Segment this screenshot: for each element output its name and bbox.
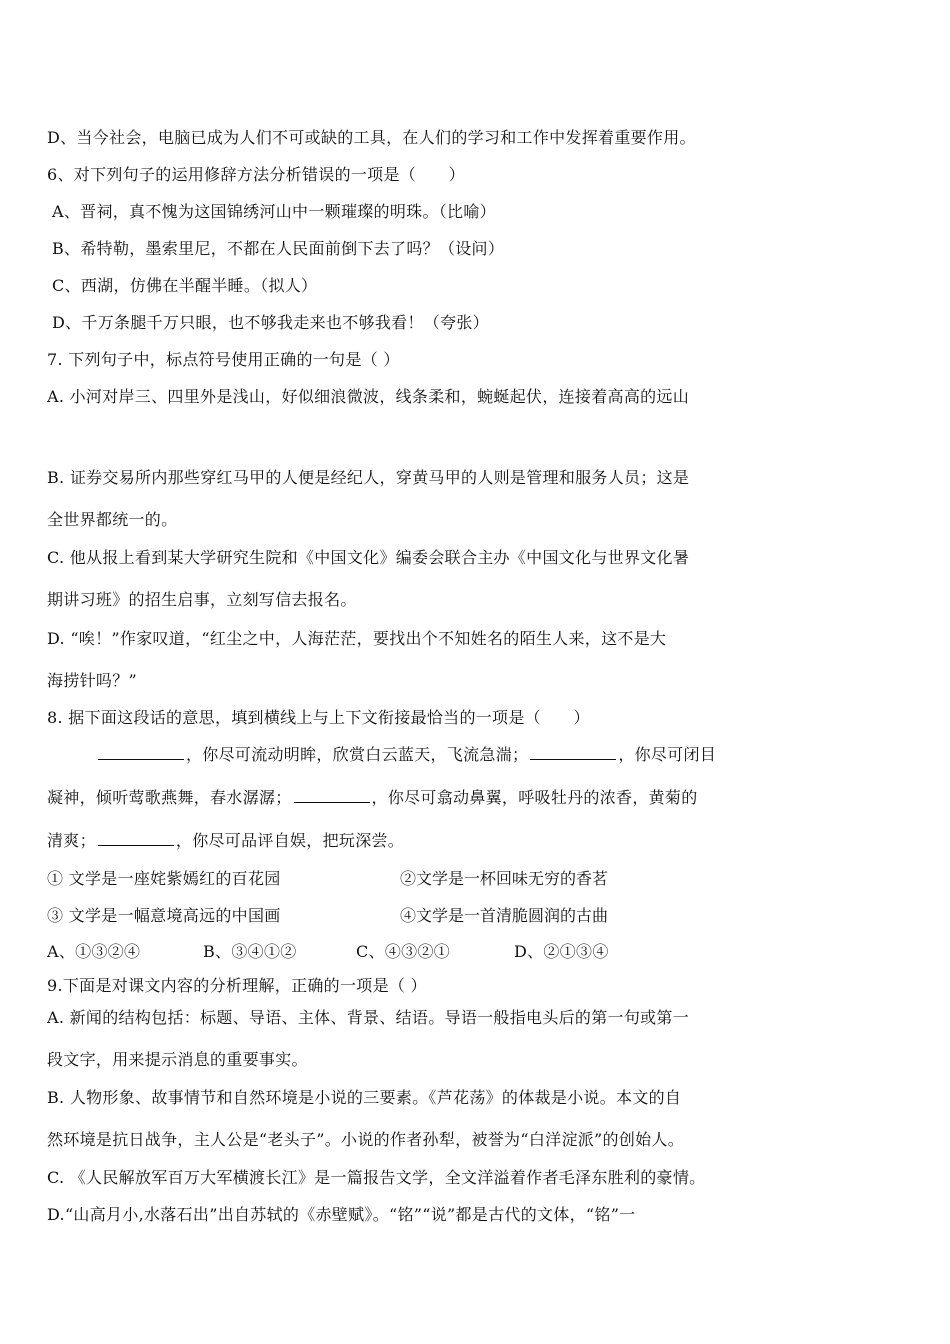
q6-option-c: C、西湖，仿佛在半醒半睡。（拟人）: [52, 276, 318, 295]
q9-option-b-line2: 然环境是抗日战争，主人公是“老头子”。小说的作者孙犁，被誉为“白洋淀派”的创始人。: [47, 1130, 685, 1149]
q8-option-d: D、②①③④: [514, 942, 609, 961]
q9-option-a-line1: A. 新闻的结构包括：标题、导语、主体、背景、结语。导语一般指电头后的第一句或第一: [47, 1008, 690, 1027]
q8-option-a: A、①③②④: [47, 942, 141, 961]
q8-option-c: C、④③②①: [356, 942, 451, 961]
blank-2: [530, 745, 616, 760]
q8-passage-line1: ，你尽可流动明眸，欣赏白云蓝天，飞流急湍； ，你尽可闭目: [96, 745, 716, 765]
blank-1: [98, 745, 184, 760]
q9-option-b-line1: B. 人物形象、故事情节和自然环境是小说的三要素。《芦花荡》的体裁是小说。本文的自: [47, 1088, 682, 1107]
q9-option-a-line2: 段文字，用来提示消息的重要事实。: [47, 1050, 308, 1069]
question-9: 9.下面是对课文内容的分析理解，正确的一项是（ ）: [47, 976, 427, 995]
blank-4: [98, 831, 174, 846]
q7-option-b-line1: B. 证券交易所内那些穿红马甲的人便是经纪人，穿黄马甲的人则是管理和服务人员；这是: [47, 468, 690, 487]
q8-passage-line2: 凝神，倾听莺歌燕舞，春水潺潺； ，你尽可翕动鼻翼，呼吸牡丹的浓香，黄菊的: [47, 788, 698, 807]
q6-option-a: A、晋祠，真不愧为这国锦绣河山中一颗璀璨的明珠。（比喻）: [52, 202, 496, 221]
q8-item-3: ③ 文学是一幅意境高远的中国画: [47, 906, 281, 925]
q9-option-d: D.“山高月小,水落石出”出自苏轼的《赤壁赋》。“铭”“说”都是古代的文体，“铭”一: [47, 1205, 636, 1224]
q8-item-4: ④文学是一首清脆圆润的古曲: [400, 906, 609, 925]
q7-option-d-line1: D. “唉！”作家叹道，“红尘之中，人海茫茫，要找出个不知姓名的陌生人来，这不是大: [47, 629, 667, 648]
q7-option-c-line2: 期讲习班》的招生启事，立刻写信去报名。: [47, 590, 357, 609]
blank-3: [294, 788, 370, 803]
q8-item-1: ① 文学是一座姹紫嫣红的百花园: [47, 869, 281, 888]
q9-option-c: C. 《人民解放军百万大军横渡长江》是一篇报告文学，全文洋溢着作者毛泽东胜利的豪情。: [47, 1168, 706, 1187]
q7-option-c-line1: C. 他从报上看到某大学研究生院和《中国文化》编委会联合主办《中国文化与世界文化暑: [47, 548, 690, 567]
q8-option-b: B、③④①②: [203, 942, 297, 961]
q6-option-b: B、希特勒，墨索里尼，不都在人民面前倒下去了吗？（设问）: [52, 239, 505, 258]
q8-item-2: ②文学是一杯回味无穷的香茗: [400, 869, 609, 888]
q5-option-d: D、当今社会，电脑已成为人们不可或缺的工具，在人们的学习和工作中发挥着重要作用。: [47, 128, 696, 147]
q8-passage-line3: 清爽； ，你尽可品评自娱，把玩深尝。: [47, 831, 405, 850]
question-8: 8. 据下面这段话的意思，填到横线上与上下文衔接最恰当的一项是（ ）: [47, 708, 590, 727]
q7-option-b-line2: 全世界都统一的。: [47, 510, 178, 529]
question-6: 6、对下列句子的运用修辞方法分析错误的一项是（ ）: [47, 165, 465, 184]
q7-option-a: A. 小河对岸三、四里外是浅山，好似细浪微波，线条柔和，蜿蜒起伏，连接着高高的远山: [47, 387, 690, 406]
question-7: 7. 下列句子中，标点符号使用正确的一句是（ ）: [47, 350, 400, 369]
q6-option-d: D、千万条腿千万只眼，也不够我走来也不够我看！（夸张）: [52, 313, 489, 332]
q7-option-d-line2: 海捞针吗？”: [47, 671, 137, 690]
